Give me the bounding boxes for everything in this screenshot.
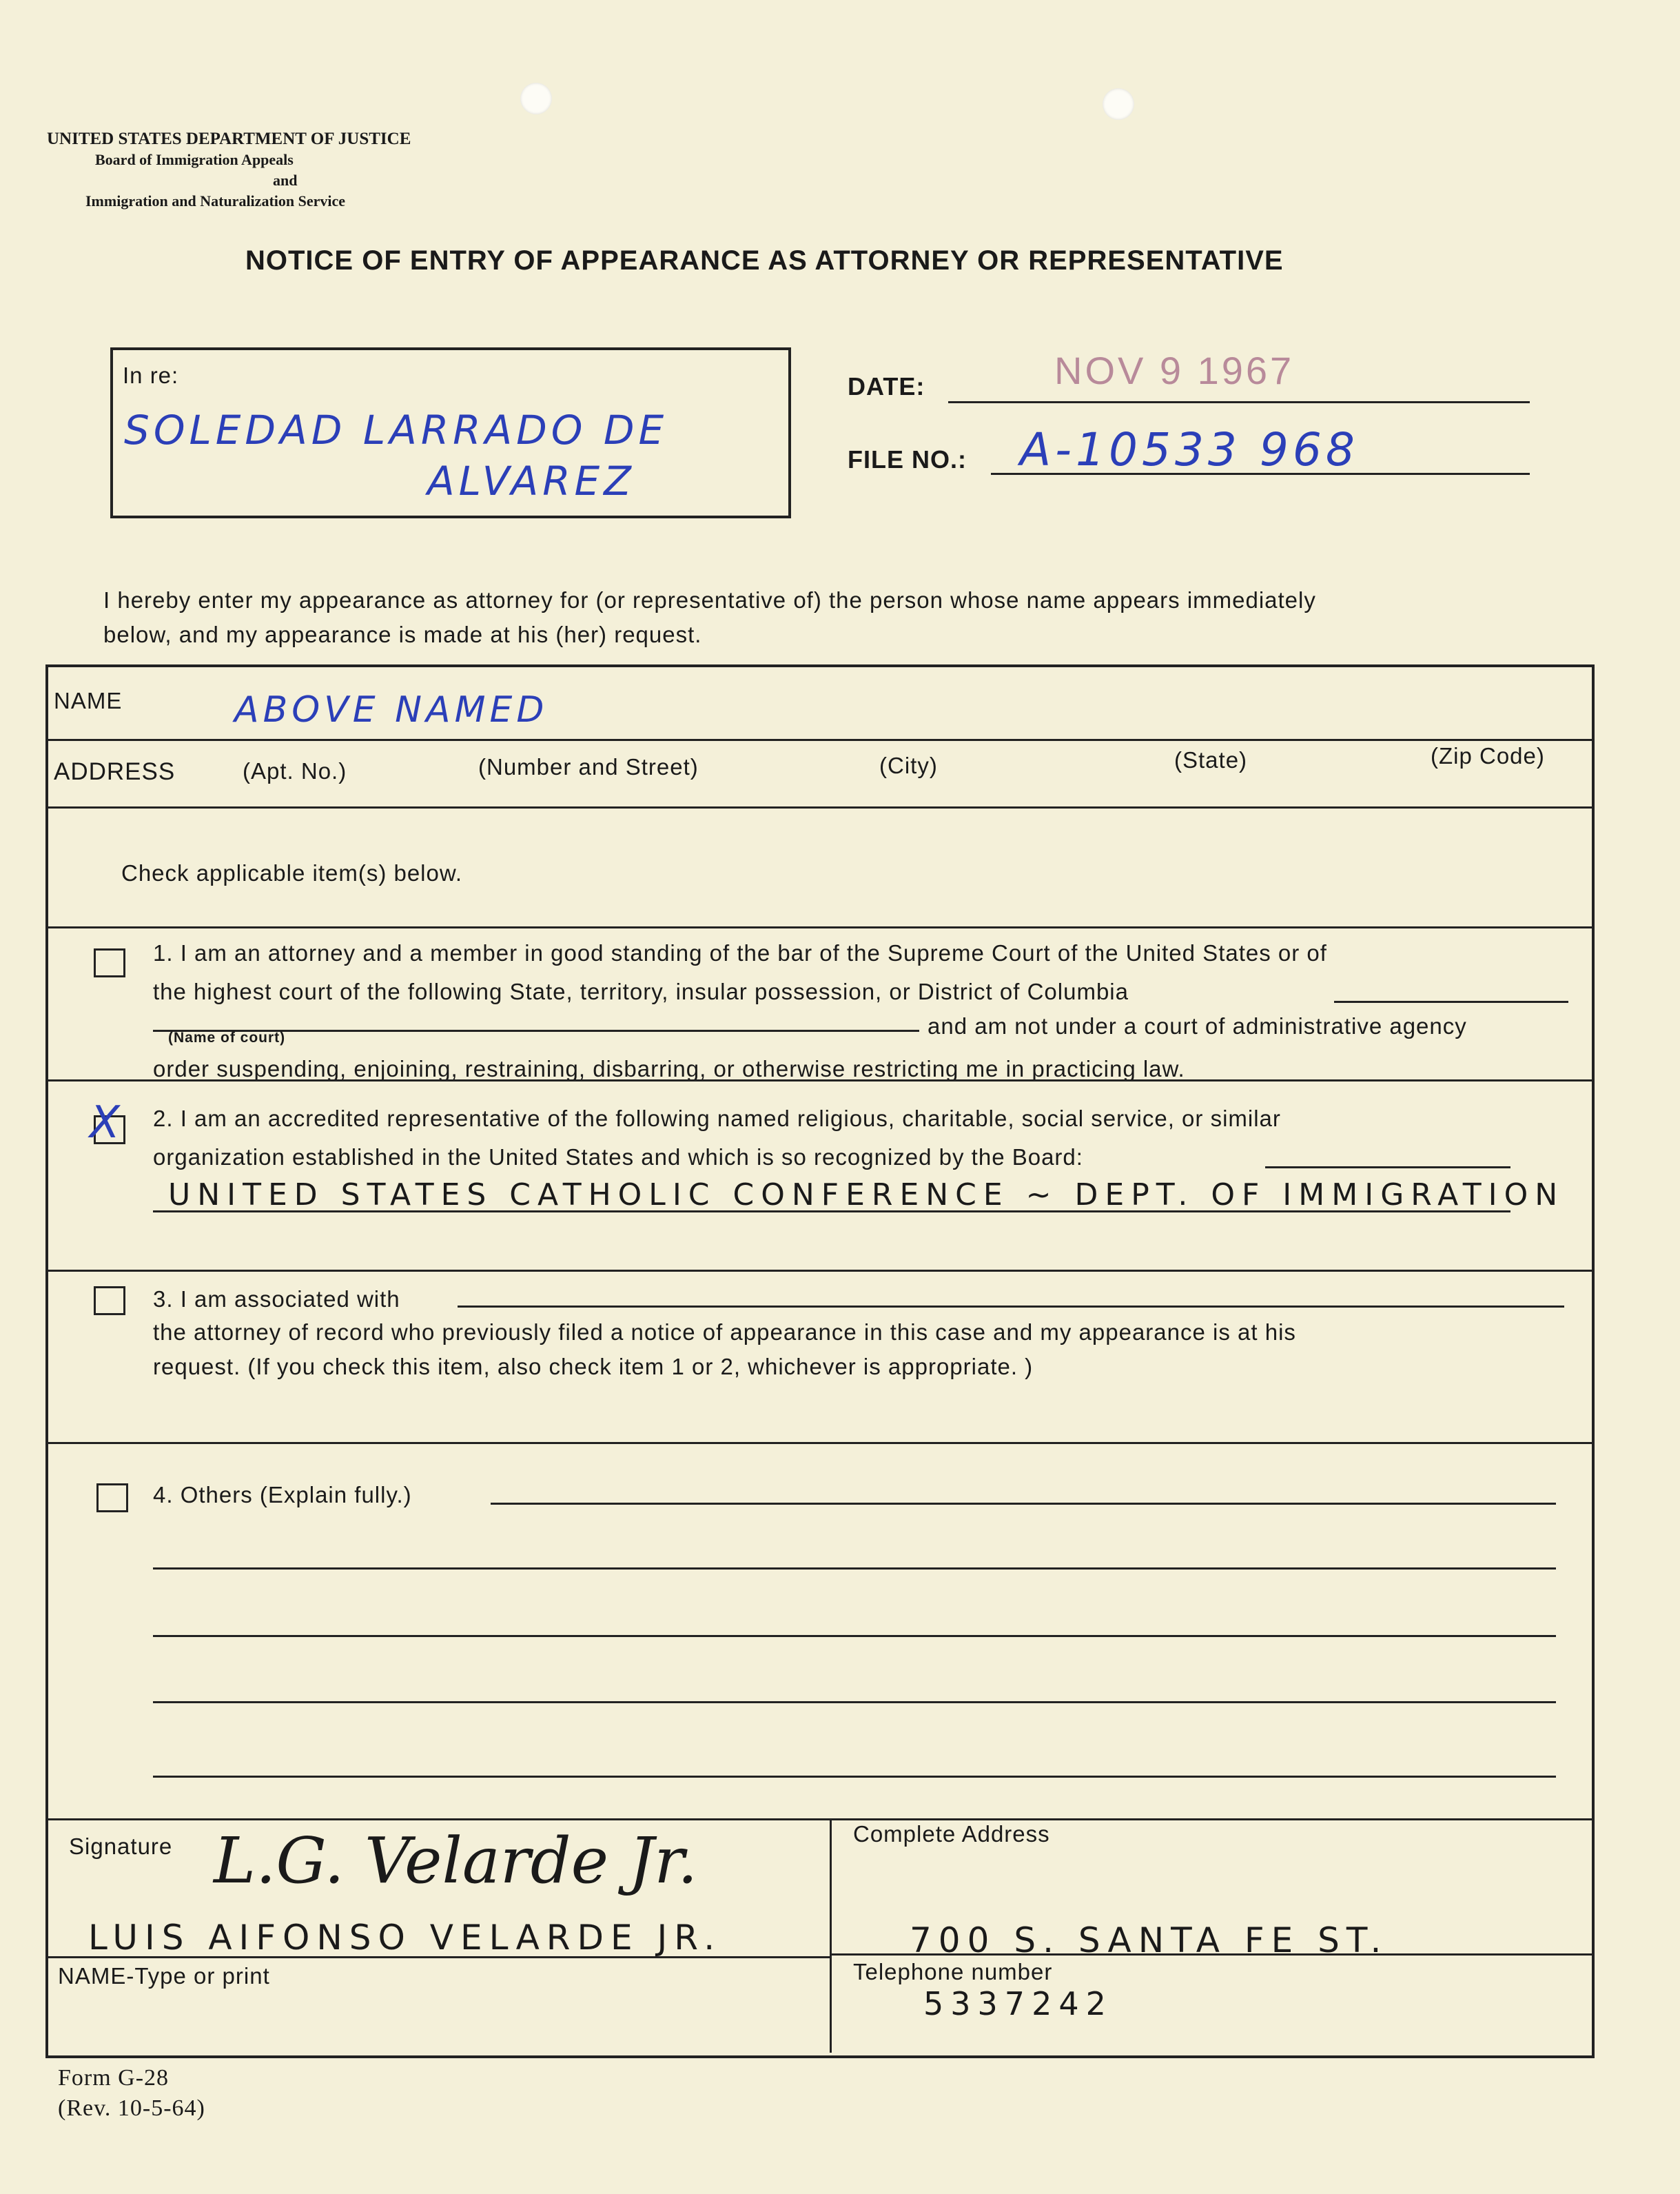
item3-associate-line (458, 1306, 1564, 1308)
street-label: (Number and Street) (478, 754, 699, 780)
item3-line1: 3. I am associated with (153, 1286, 400, 1312)
item1-line2: the highest court of the following State, territory, insular possession, or District of Columbia (153, 979, 1129, 1004)
in-re-name-line2: ALVAREZ (427, 458, 635, 505)
intro-line2: below, and my appearance is made at his (her) request. (103, 622, 702, 647)
form-number: Form G-28 (58, 2065, 170, 2091)
item3-line2: the attorney of record who previously filed a notice of appearance in this case and my appearance is at his (153, 1319, 1296, 1345)
agency-board: Board of Immigration Appeals (95, 151, 294, 168)
item4-line1: 4. Others (Explain fully.) (153, 1482, 412, 1507)
item4-line-d (153, 1701, 1556, 1703)
signature-value: L.G. Velarde Jr. (214, 1824, 698, 1898)
item2-line2: organization established in the United States and which is so recognized by the Board: (153, 1144, 1083, 1170)
printed-name-value: LUIS AIFONSO VELARDE JR. (88, 1918, 722, 1958)
address-divider (48, 806, 1592, 809)
in-re-name-line1: SOLEDAD LARRADO DE (124, 407, 668, 454)
item1-line3: and am not under a court of administrative agency (928, 1013, 1467, 1039)
signature-label: Signature (69, 1834, 173, 1859)
name-value: ABOVE NAMED (234, 689, 549, 731)
item1-checkbox[interactable] (94, 948, 125, 977)
name-divider (48, 739, 1592, 741)
telephone-label: Telephone number (853, 1959, 1053, 1984)
city-label: (City) (879, 753, 938, 778)
apt-label: (Apt. No.) (243, 758, 347, 784)
file-no-label: FILE NO.: (848, 445, 967, 474)
date-stamp: NOV 9 1967 (1054, 349, 1295, 392)
item2-divider (48, 1270, 1592, 1272)
item1-line1: 1. I am an attorney and a member in good standing of the bar of the Supreme Court of the United States or of (153, 940, 1327, 966)
item3-line3: request. (If you check this item, also check item 1 or 2, whichever is appropriate. ) (153, 1354, 1034, 1379)
state-label: (State) (1174, 747, 1248, 773)
agency-ins: Immigration and Naturalization Service (85, 192, 346, 210)
item4-line-e (153, 1776, 1556, 1778)
agency-and: and (273, 172, 298, 189)
item2-check-mark: X (90, 1097, 120, 1148)
telephone-value: 5337242 (923, 1985, 1113, 2022)
signature-vertical-divider (830, 1818, 832, 2053)
printed-name-line (48, 1956, 831, 1958)
item2-org-value: UNITED STATES CATHOLIC CONFERENCE ~ DEPT. OF IMMIGRATION (168, 1177, 1565, 1212)
item4-line-c (153, 1635, 1556, 1637)
check-instruction: Check applicable item(s) below. (121, 860, 463, 886)
item3-checkbox[interactable] (94, 1286, 125, 1315)
signature-top-divider (48, 1818, 1592, 1820)
address-label: ADDRESS (54, 758, 176, 785)
address-section-label: Complete Address (853, 1821, 1050, 1847)
instruction-divider (48, 926, 1592, 928)
item1-court-caption: (Name of court) (168, 1030, 286, 1046)
form-title: NOTICE OF ENTRY OF APPEARANCE AS ATTORNEY OR REPRESENTATIVE (245, 245, 1284, 276)
intro-line1: I hereby enter my appearance as attorney for (or representative of) the person whose name appears immediately (103, 587, 1316, 613)
zip-label: (Zip Code) (1431, 743, 1545, 769)
name-label: NAME (54, 688, 123, 713)
in-re-label: In re: (123, 363, 179, 388)
item4-checkbox[interactable] (96, 1483, 128, 1512)
item3-divider (48, 1442, 1592, 1444)
complete-address-value: 700 S. SANTA FE ST. (910, 1920, 1389, 1960)
item1-state-line (1334, 1001, 1568, 1003)
item1-line4: order suspending, enjoining, restraining, disbarring, or otherwise restricting me in practicing law. (153, 1056, 1185, 1081)
punch-hole-right (1103, 88, 1134, 120)
date-line (948, 401, 1530, 403)
punch-hole-left (520, 83, 552, 114)
printed-name-label: NAME-Type or print (58, 1963, 270, 1989)
address-divider-line (831, 1953, 1592, 1956)
form-revision: (Rev. 10-5-64) (58, 2095, 205, 2121)
item2-org-line-top (1265, 1166, 1510, 1168)
file-no-value: A-10533 968 (1020, 423, 1359, 476)
date-label: DATE: (848, 372, 925, 400)
item4-line-b (153, 1567, 1556, 1570)
agency-name: UNITED STATES DEPARTMENT OF JUSTICE (47, 130, 411, 148)
item1-divider (48, 1079, 1592, 1081)
item4-line-a (491, 1503, 1556, 1505)
item2-line1: 2. I am an accredited representative of the following named religious, charitable, social service, or similar (153, 1106, 1281, 1131)
item2-org-line (153, 1210, 1510, 1212)
